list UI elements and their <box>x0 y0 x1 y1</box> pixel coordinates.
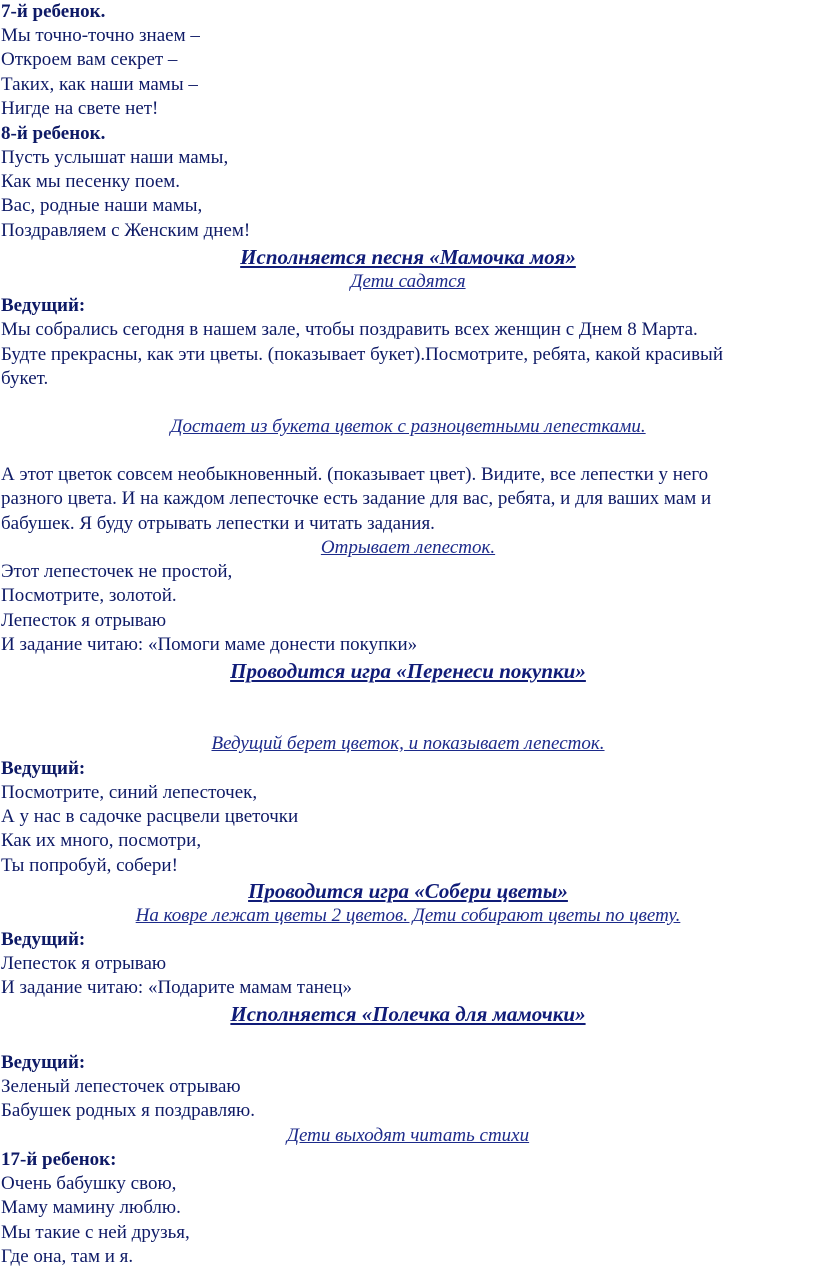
verse-line: Ты попробуй, собери! <box>1 855 178 876</box>
verse-line: Вас, родные наши мамы, <box>1 195 203 216</box>
paragraph-line: бабушек. Я буду отрывать лепестки и читать задания. <box>1 513 435 534</box>
verse-line: Где она, там и я. <box>1 1246 134 1267</box>
speaker-label: Ведущий: <box>1 758 86 779</box>
speaker-label: 7-й ребенок. <box>1 1 106 22</box>
verse-line: Нигде на свете нет! <box>1 98 159 119</box>
verse-line: Бабушек родных я поздравляю. <box>1 1100 255 1121</box>
stage-direction: Отрывает лепесток. <box>320 537 496 558</box>
speaker-label: Ведущий: <box>1 929 86 950</box>
section-heading: Проводится игра «Собери цветы» <box>248 879 568 903</box>
speaker-label: 17-й ребенок: <box>1 1149 117 1170</box>
verse-line: Лепесток я отрываю <box>1 610 167 631</box>
stage-direction: Дети садятся <box>350 271 466 292</box>
verse-line: Маму мамину люблю. <box>1 1197 181 1218</box>
section-heading: Исполняется «Полечка для мамочки» <box>230 1002 586 1026</box>
stage-direction: Ведущий берет цветок, и показывает лепесток. <box>211 733 605 754</box>
paragraph-line: Мы собрались сегодня в нашем зале, чтобы поздравить всех женщин с Днем 8 Марта. <box>1 319 698 340</box>
verse-line: Таких, как наши мамы – <box>1 74 198 95</box>
paragraph-line: разного цвета. И на каждом лепесточке есть задание для вас, ребята, и для ваших мам и <box>1 488 712 509</box>
verse-line: Посмотрите, синий лепесточек, <box>1 782 258 803</box>
paragraph-line: Будте прекрасны, как эти цветы. (показывает букет).Посмотрите, ребята, какой красивый <box>1 344 723 365</box>
verse-line: И задание читаю: «Помоги маме донести покупки» <box>1 634 418 655</box>
verse-line: Откроем вам секрет – <box>1 49 178 70</box>
verse-line: Пусть услышат наши мамы, <box>1 147 229 168</box>
verse-line: Мы такие с ней друзья, <box>1 1222 190 1243</box>
speaker-label: Ведущий: <box>1 295 86 316</box>
verse-line: Посмотрите, золотой. <box>1 585 177 606</box>
speaker-label: 8-й ребенок. <box>1 123 106 144</box>
verse-line: Зеленый лепесточек отрываю <box>1 1076 241 1097</box>
verse-line: Как мы песенку поем. <box>1 171 181 192</box>
verse-line: Мы точно-точно знаем – <box>1 25 200 46</box>
verse-line: Лепесток я отрываю <box>1 953 167 974</box>
verse-line: А у нас в садочке расцвели цветочки <box>1 806 299 827</box>
section-heading: Исполняется песня «Мамочка моя» <box>240 245 576 269</box>
section-heading: Проводится игра «Перенеси покупки» <box>230 659 586 683</box>
verse-line: Как их много, посмотри, <box>1 830 202 851</box>
verse-line: Поздравляем с Женским днем! <box>1 220 251 241</box>
verse-line: И задание читаю: «Подарите мамам танец» <box>1 977 353 998</box>
paragraph-line: А этот цветок совсем необыкновенный. (показывает цвет). Видите, все лепестки у него <box>1 464 709 485</box>
verse-line: Очень бабушку свою, <box>1 1173 177 1194</box>
verse-line: Этот лепесточек не простой, <box>1 561 233 582</box>
stage-direction: Достает из букета цветок с разноцветными лепестками. <box>170 416 646 437</box>
stage-direction: Дети выходят читать стихи <box>286 1125 530 1146</box>
paragraph-line: букет. <box>1 368 49 389</box>
stage-direction: На ковре лежат цветы 2 цветов. Дети собирают цветы по цвету. <box>135 905 681 926</box>
speaker-label: Ведущий: <box>1 1052 86 1073</box>
